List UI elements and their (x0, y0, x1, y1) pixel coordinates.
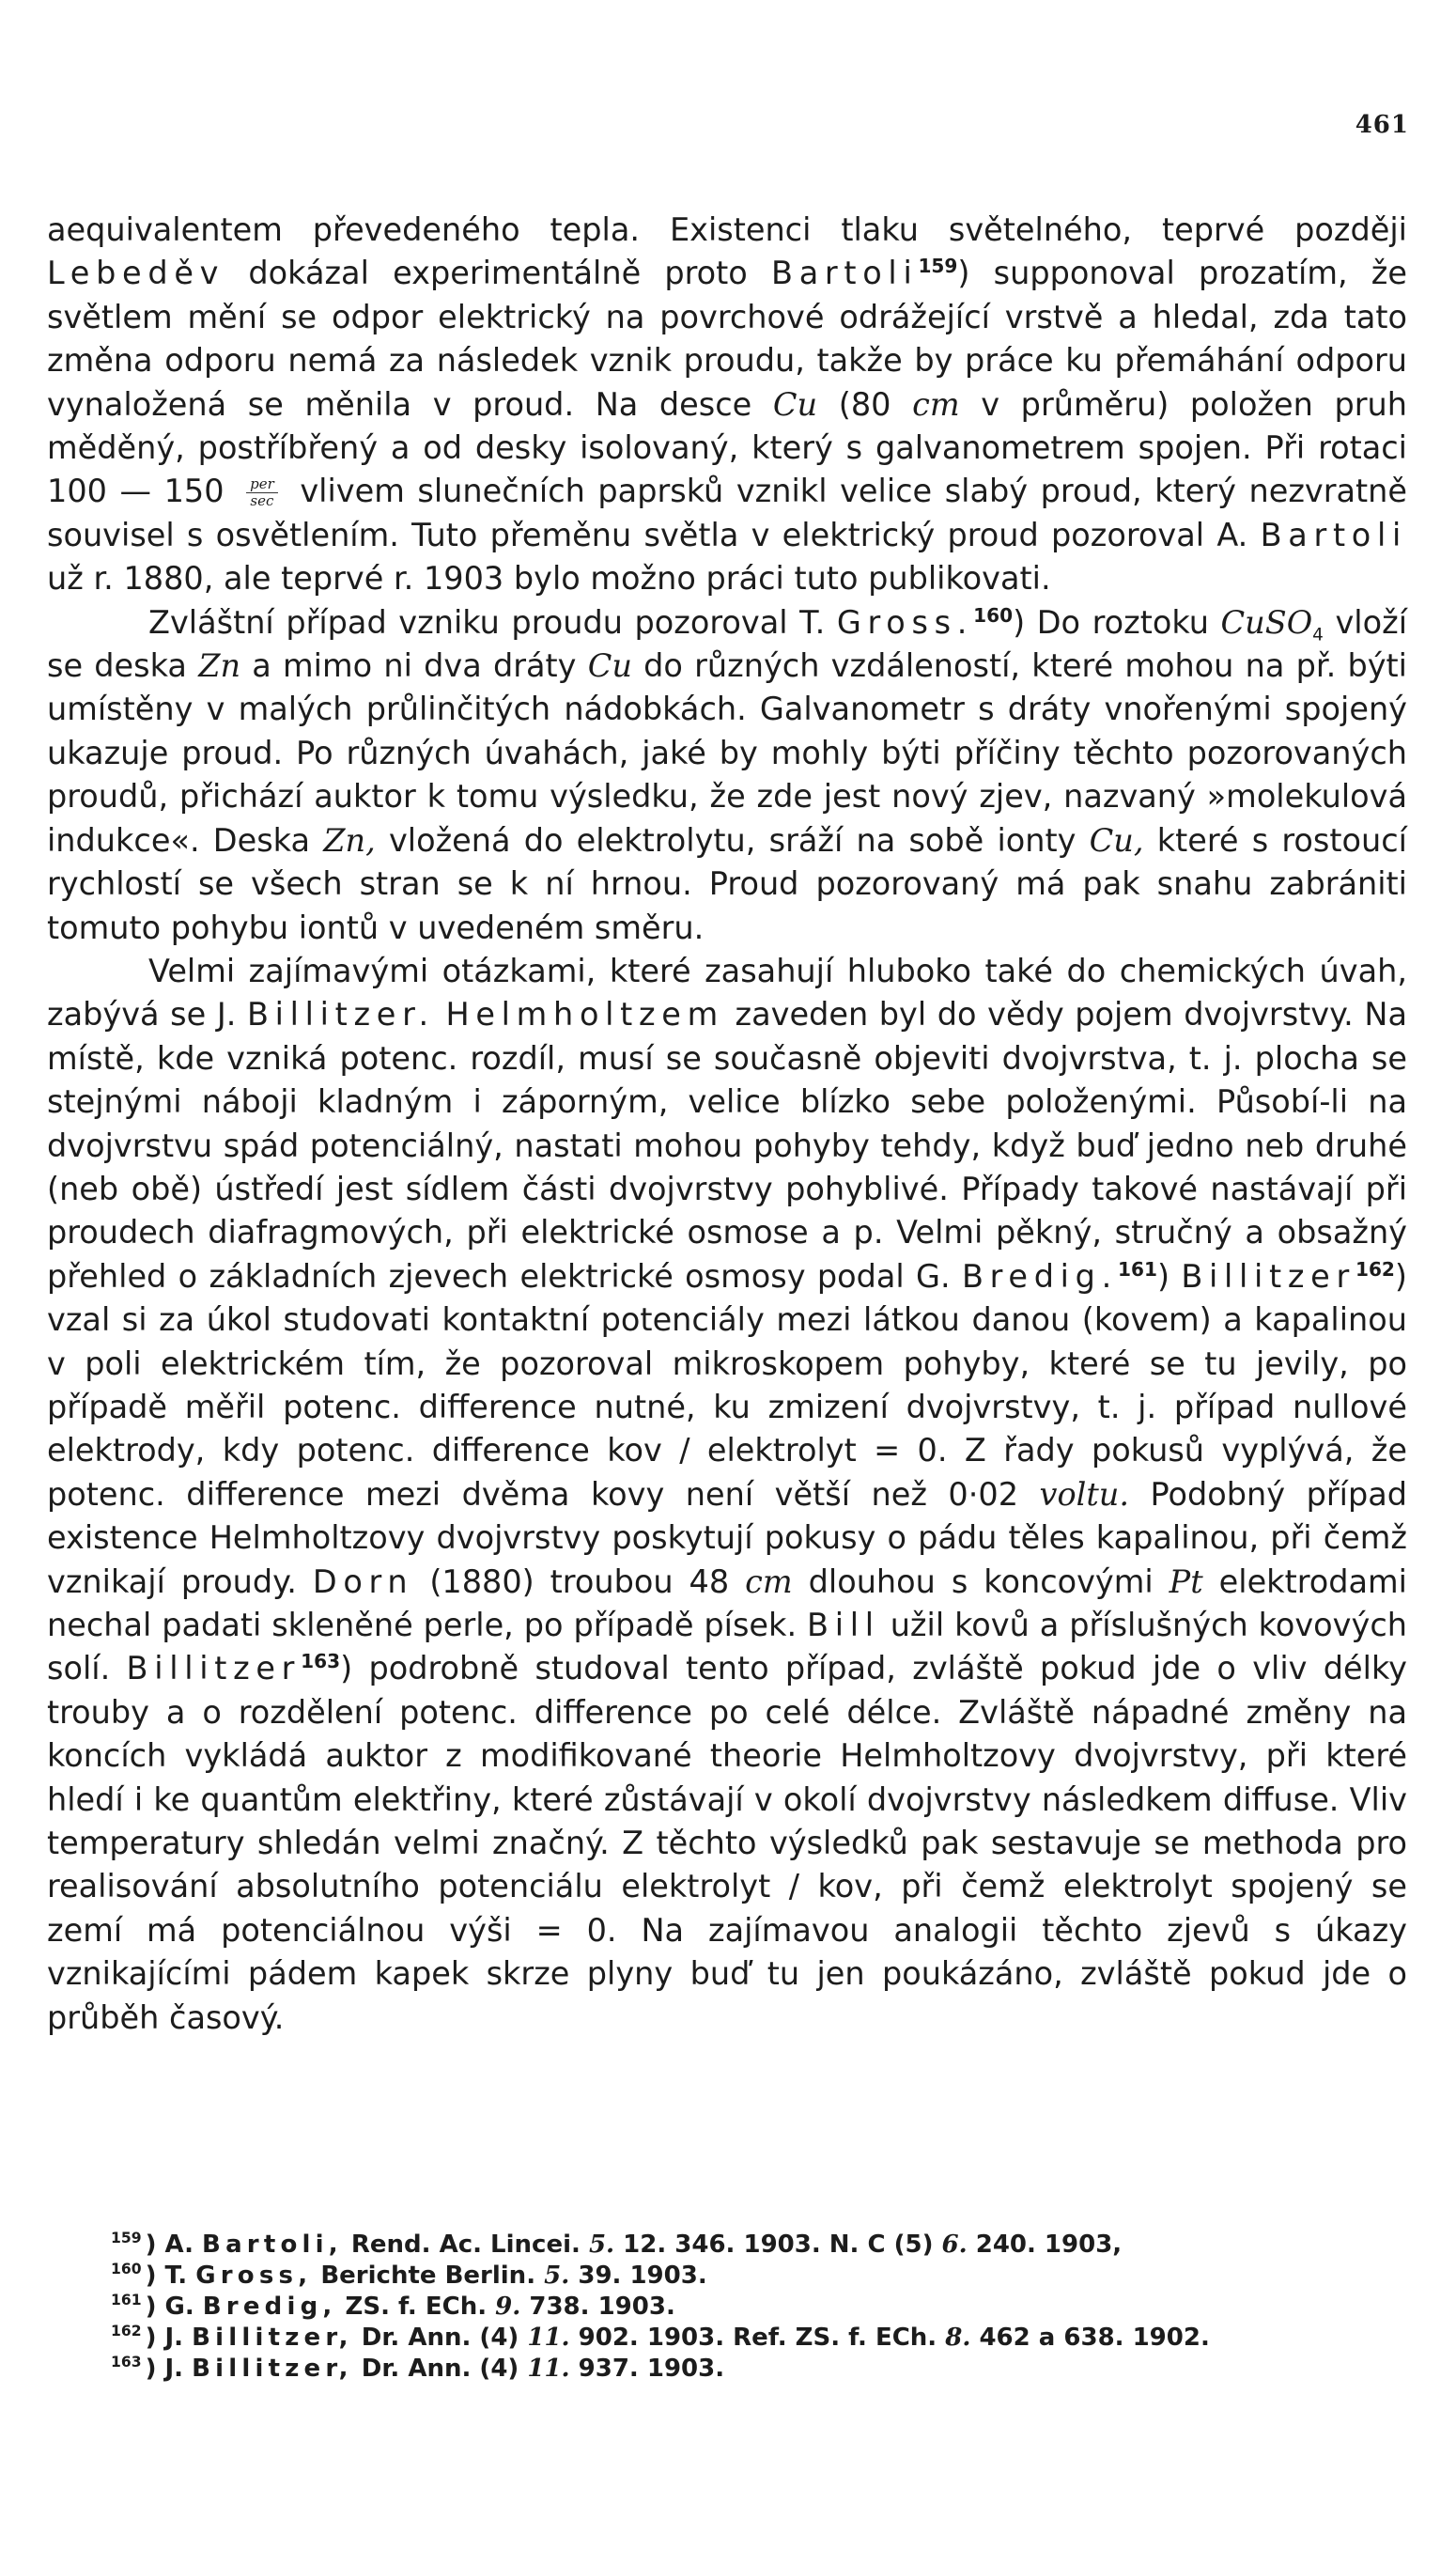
paragraph-3: Velmi zajímavými otázkami, které zasahují hluboko také do chemických úvah, zabývá se J. Billitzer. Helmholtzem zaveden byl do vědy pojem dvojvrstvy. Na místě, kde vzniká potenc. rozdíl, musí se současně objeviti dvojvrstva, t. j. plocha se stejnými náboji kladným i záporným, velice blízko sebe položenými. Působí-li na dvojvrstvu spád potenciálný, nastati mohou pohyby tehdy, když buď jedno neb druhé (neb obě) ústředí jest sídlem části dvojvrstvy pohyblivé. Případy takové nastávají při proudech diafragmových, při elektrické osmose a p. Velmi pěkný, stručný a obsažný přehled o základních zjevech elektrické osmosy podal G. Bredig.$^{161}$) Billitzer$^{162}$) vzal si za úkol studovati kontaktní potenciály mezi látkou danou (kovem) a kapalinou v poli elektrickém tím, že pozoroval mikroskopem pohyby, které se tu jevily, po případě měřil potenc. difference nutné, ku zmizení dvojvrstvy, t. j. případ nullové elektrody, kdy potenc. difference kov / elektrolyt = 0. Z řady pokusů vyplývá, že potenc. difference mezi dvěma kovy není větší než 0·02 voltu. Podobný případ existence Helmholtzovy dvojvrstvy poskytují pokusy o pádu těles kapalinou, při čemž vznikají proudy. Dorn (1880) troubou 48 cm dlouhou s koncovými Pt elektrodami nechal padati skleněné perle, po případě písek. Bill užil kovů a příslušných kovových solí. Billitzer$^{163}$) podrobně studoval tento případ, zvláště pokud jde o vliv délky trouby a o rozdělení potenc. difference po celé délce. Zvláště nápadné změny na koncích vykládá auktor z modifikované theorie Helmholtzovy dvojvrstvy, při které hledí i ke quantům elektřiny, které zůstávají v okolí dvojvrstvy následkem diffuse. Vliv temperatury shledán velmi značný. Z těchto výsledků pak sestavuje se methoda pro realisování absolutního potenciálu elektrolyt / kov, při čemž elektrolyt spojený se zemí má potenciálnou výši = 0. Na zajímavou analogii těchto zjevů s úkazy vznikajícími pádem kapek skrze plyny buď tu jen poukázáno, zvláště pokud jde o průběh časový. (47, 952, 1407, 2036)
name-helmholtz: Helmholtzem (445, 996, 724, 1034)
paragraph-1: aequivalentem převedeného tepla. Existenci tlaku světelného, teprvé později Lebeděv dokázal experimentálně proto Bartoli$^{159}$) supponoval prozatím, že světlem mění se odpor elektrický na povrchové odrážející vrstvě a hledal, zda tato změna odporu nemá za následek vznik proudu, takže by práce ku přemáhání odporu vynaložená se měnila v proud. Na desce Cu (80 cm v průměru) položen pruh měděný, postříbřený a od desky isolovaný, který s galvanometrem spojen. Při rotaci 100 — 150 $\frac{\text{per}}{\sec}$ vlivem slunečních paprsků vznikl velice slabý proud, který nezvratně souvisel s osvětlením. Tuto přeměnu světla v elektrický proud pozoroval A. Bartoli už r. 1880, ale teprvé r. 1903 bylo možno práci tuto publikovati. (47, 211, 1408, 598)
body-text (47, 209, 1407, 2040)
name-gross: Gross. (836, 603, 974, 641)
name-billitzer: Billitzer (1181, 1257, 1355, 1295)
footnote-ref-163: 163 (301, 1650, 341, 1673)
footnote-162: $^{162}$ ) J. Billitzer, Dr. Ann. (4) 11. 902. 1903. Ref. ZS. f. ECh. 8. 462 a 638. 1902. (111, 2323, 1210, 2352)
footnote-ref-162: 162 (1355, 1257, 1395, 1281)
footnote-ref-159: 159 (918, 255, 958, 278)
name-bill: Bill (807, 1607, 880, 1643)
footnote-ref-160: 160 (973, 603, 1014, 627)
footnote-ref-161: 161 (1117, 1257, 1157, 1281)
name-bartoli: Bartoli (771, 255, 919, 292)
name-billitzer: Billitzer. (246, 996, 435, 1034)
footnote-159: $^{159}$ ) A. Bartoli, Rend. Ac. Lincei. 5. 12. 346. 1903. N. C (5) 6. 240. 1903, (111, 2230, 1123, 2259)
name-dorn: Dorn (312, 1562, 414, 1600)
name-bartoli: Bartoli (1260, 516, 1407, 553)
footnote-160: $^{160}$ ) T. Gross, Berichte Berlin. 5. 39. 1903. (111, 2261, 707, 2290)
footnote-163: $^{163}$ ) J. Billitzer, Dr. Ann. (4) 11. 937. 1903. (111, 2354, 725, 2383)
paragraph-2: Zvláštní případ vzniku proudu pozoroval T. Gross.$^{160}$) Do roztoku CuSO$_4$ vloží se deska Zn a mimo ni dva dráty Cu do různých vzdáleností, které mohou na př. býti umístěny v malých průlinčitých nádobkách. Galvanometr s dráty vnořenými spojený ukazuje proud. Po různých úvahách, jaké by mohly býti příčiny těchto pozorovaných proudů, přichází auktor k tomu výsledku, že zde jest nový zjev, nazvaný »molekulová indukce«. Deska Zn, vložená do elektrolytu, sráží na sobě ionty Cu, které s rostoucí rychlostí se všech stran se k ní hrnou. Proud pozorovaný má pak snahu zabrániti tomuto pohybu iontů v uvedeném směru. (47, 603, 1408, 946)
page-number: 461 (1355, 111, 1409, 139)
name-bredig: Bredig. (961, 1257, 1118, 1295)
footnote-161: $^{161}$ ) G. Bredig, ZS. f. ECh. 9. 738. 1903. (111, 2292, 675, 2321)
fraction-per-sec: $\frac{\text{per}}{\sec}$ (246, 476, 278, 509)
name-lebedev: Lebeděv (47, 255, 225, 292)
footnotes (111, 2230, 1426, 2385)
name-billitzer: Billitzer (126, 1650, 302, 1687)
